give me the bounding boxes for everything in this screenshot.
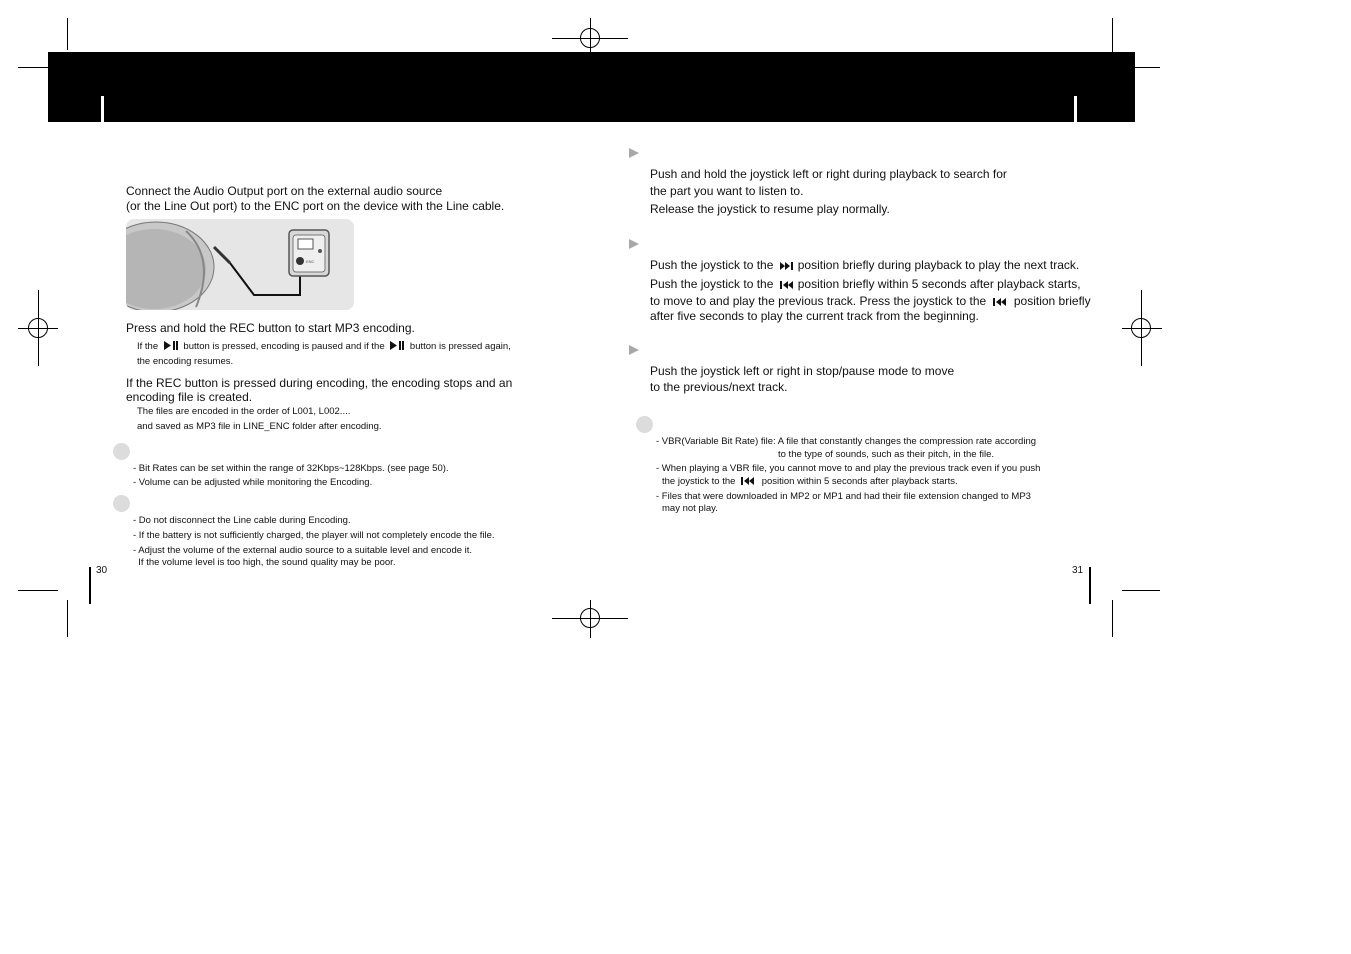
connection-figure xyxy=(126,219,354,310)
search-line-1: Push and hold the joystick left or right during playback to search for xyxy=(650,167,1007,181)
player-cable-illustration xyxy=(126,219,354,310)
page-number-left: 30 xyxy=(96,565,108,576)
note1-line-2: - Volume can be adjusted while monitoring the Encoding. xyxy=(133,477,373,488)
previous-track-icon xyxy=(741,477,756,485)
note-icon xyxy=(113,443,130,460)
note2-line-2: - If the battery is not sufficiently charged, the player will not completely encode the file. xyxy=(133,530,495,541)
search-line-2: the part you want to listen to. xyxy=(650,184,804,198)
stop-note-sub-1: The files are encoded in the order of L001, L002.... xyxy=(137,406,351,417)
skip-line-1: Push the joystick to the position briefly during playback to play the next track. xyxy=(650,258,1080,272)
move-line-1: Push the joystick left or right in stop/pause mode to move xyxy=(650,364,955,378)
note-icon xyxy=(636,416,653,433)
previous-track-icon xyxy=(780,281,795,289)
intro-line-1: Connect the Audio Output port on the external audio source xyxy=(126,184,443,198)
vbr-note-line-1: - VBR(Variable Bit Rate) file: A file that constantly changes the compression rate according xyxy=(656,436,1037,447)
pause-note-line-1: If the button is pressed, encoding is paused and if the button is pressed again, xyxy=(137,341,511,352)
usb-icon xyxy=(298,239,313,249)
play-pause-icon xyxy=(390,341,404,350)
section-bullet-icon xyxy=(629,148,639,158)
vbr-note-line-2: to the type of sounds, such as their pitch, in the file. xyxy=(778,449,994,460)
note2-line-4: If the volume level is too high, the sound quality may be poor. xyxy=(133,557,396,568)
vbr-play-line-2: the joystick to the position within 5 seconds after playback starts. xyxy=(662,476,958,487)
header-right-tick xyxy=(1074,96,1077,122)
skip-line-2: Push the joystick to the position briefly within 5 seconds after playback starts, xyxy=(650,277,1081,291)
note-icon xyxy=(113,495,130,512)
section-bullet-icon xyxy=(629,239,639,249)
pause-note-line-2: the encoding resumes. xyxy=(137,356,234,367)
mp2-note-line-1: - Files that were downloaded in MP2 or MP1 and had their file extension changed to MP3 xyxy=(656,491,1031,502)
vbr-play-line-1: - When playing a VBR file, you cannot move to and play the previous track even if you push xyxy=(656,463,1041,474)
intro-line-2: (or the Line Out port) to the ENC port on the device with the Line cable. xyxy=(126,199,505,213)
skip-line-4: after five seconds to play the current track from the beginning. xyxy=(650,309,979,323)
play-pause-icon xyxy=(164,341,178,350)
mp2-note-line-2: may not play. xyxy=(662,503,718,514)
stop-note-line-1: If the REC button is pressed during encoding, the encoding stops and an xyxy=(126,376,513,390)
note1-line-1: - Bit Rates can be set within the range of 32Kbps~128Kbps. (see page 50). xyxy=(133,463,449,474)
move-line-2: to the previous/next track. xyxy=(650,380,788,394)
section-bullet-icon xyxy=(629,345,639,355)
press-rec-text: Press and hold the REC button to start MP3 encoding. xyxy=(126,321,415,335)
skip-line-3: to move to and play the previous track. Press the joystick to the position briefly xyxy=(650,294,1091,308)
search-line-3: Release the joystick to resume play normally. xyxy=(650,202,890,216)
enc-port-label: ENC xyxy=(306,259,315,264)
next-track-icon xyxy=(780,262,795,270)
page-number-right: 31 xyxy=(1072,565,1084,576)
note2-line-3: - Adjust the volume of the external audio source to a suitable level and encode it. xyxy=(133,545,473,556)
header-bar xyxy=(48,52,1135,122)
stop-note-sub-2: and saved as MP3 file in LINE_ENC folder after encoding. xyxy=(137,421,382,432)
stop-note-line-2: encoding file is created. xyxy=(126,390,253,404)
previous-track-icon xyxy=(993,298,1008,306)
header-left-tick xyxy=(101,96,104,122)
note2-line-1: - Do not disconnect the Line cable during Encoding. xyxy=(133,515,351,526)
